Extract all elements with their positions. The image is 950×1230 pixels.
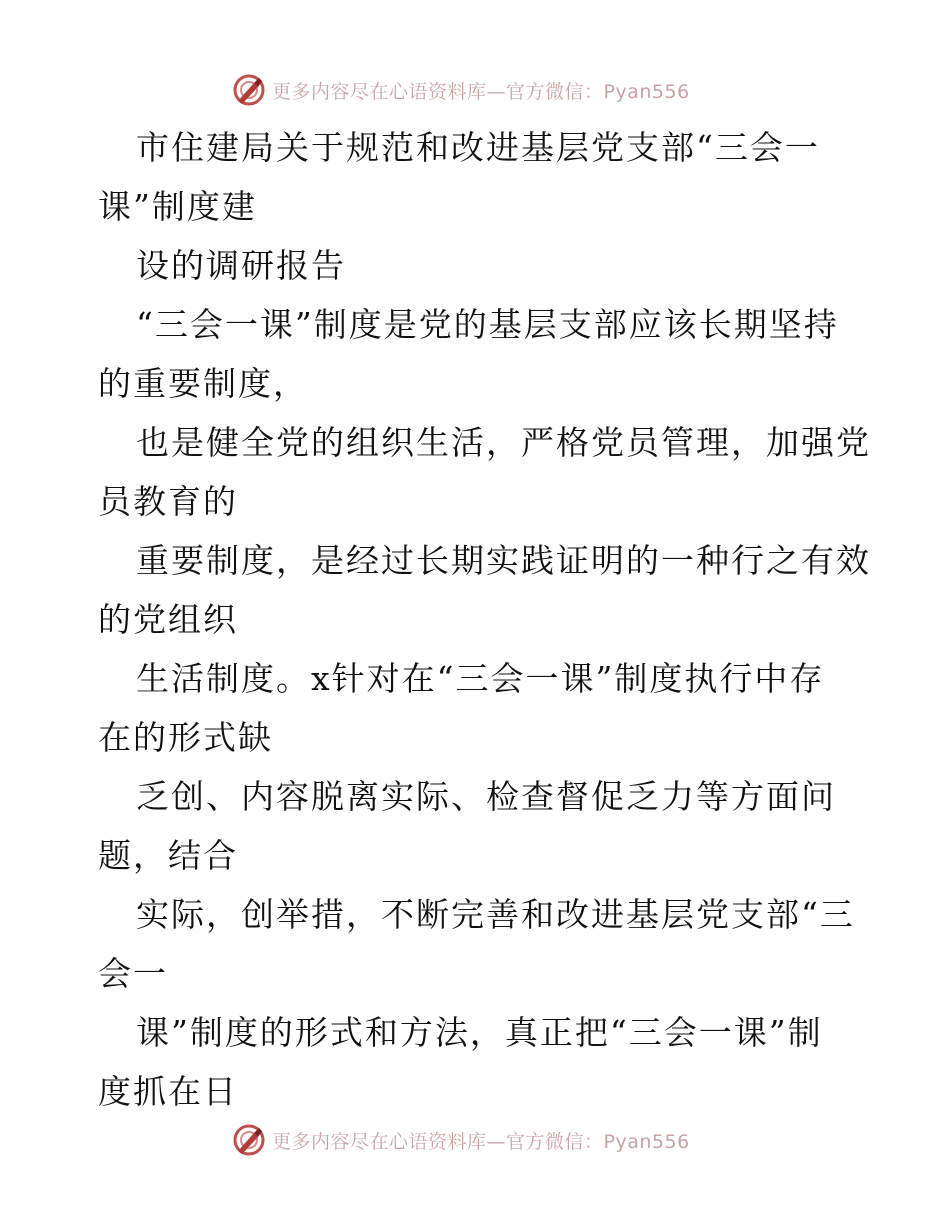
text-line: 生活制度。x针对在“三会一课”制度执行中存: [136, 659, 825, 698]
pen-logo-icon: [232, 1123, 266, 1157]
text-line: 员教育的: [98, 482, 238, 521]
watermark-text: 更多内容尽在心语资料库—官方微信：Pyan556: [272, 1130, 690, 1153]
pen-logo-icon: [232, 73, 266, 107]
text-line: 度抓在日: [98, 1072, 238, 1111]
text-line: 课”制度建: [98, 187, 257, 226]
header-watermark: [232, 70, 752, 110]
text-line: 重要制度，是经过长期实践证明的一种行之有效: [136, 541, 871, 580]
text-line: 课”制度的形式和方法，真正把“三会一课”制: [136, 1013, 823, 1052]
text-line: 在的形式缺: [98, 718, 273, 757]
watermark-text: 更多内容尽在心语资料库—官方微信：Pyan556: [272, 80, 690, 103]
text-line: 也是健全党的组织生活，严格党员管理，加强党: [136, 423, 871, 462]
text-line: 的党组织: [98, 600, 238, 639]
text-line: 乏创、内容脱离实际、检查督促乏力等方面问: [136, 777, 836, 816]
text-line: 会一: [98, 954, 168, 993]
text-line: 题，结合: [98, 836, 238, 875]
text-line: 实际，创举措，不断完善和改进基层党支部“三: [136, 895, 855, 934]
text-line: 市住建局关于规范和改进基层党支部“三会一: [136, 128, 820, 167]
document-body: [98, 118, 871, 1121]
text-line: “三会一课”制度是党的基层支部应该长期坚持: [136, 305, 839, 344]
footer-watermark: [232, 1120, 752, 1160]
text-line: 的重要制度，: [98, 364, 308, 403]
text-line: 设的调研报告: [136, 246, 346, 285]
